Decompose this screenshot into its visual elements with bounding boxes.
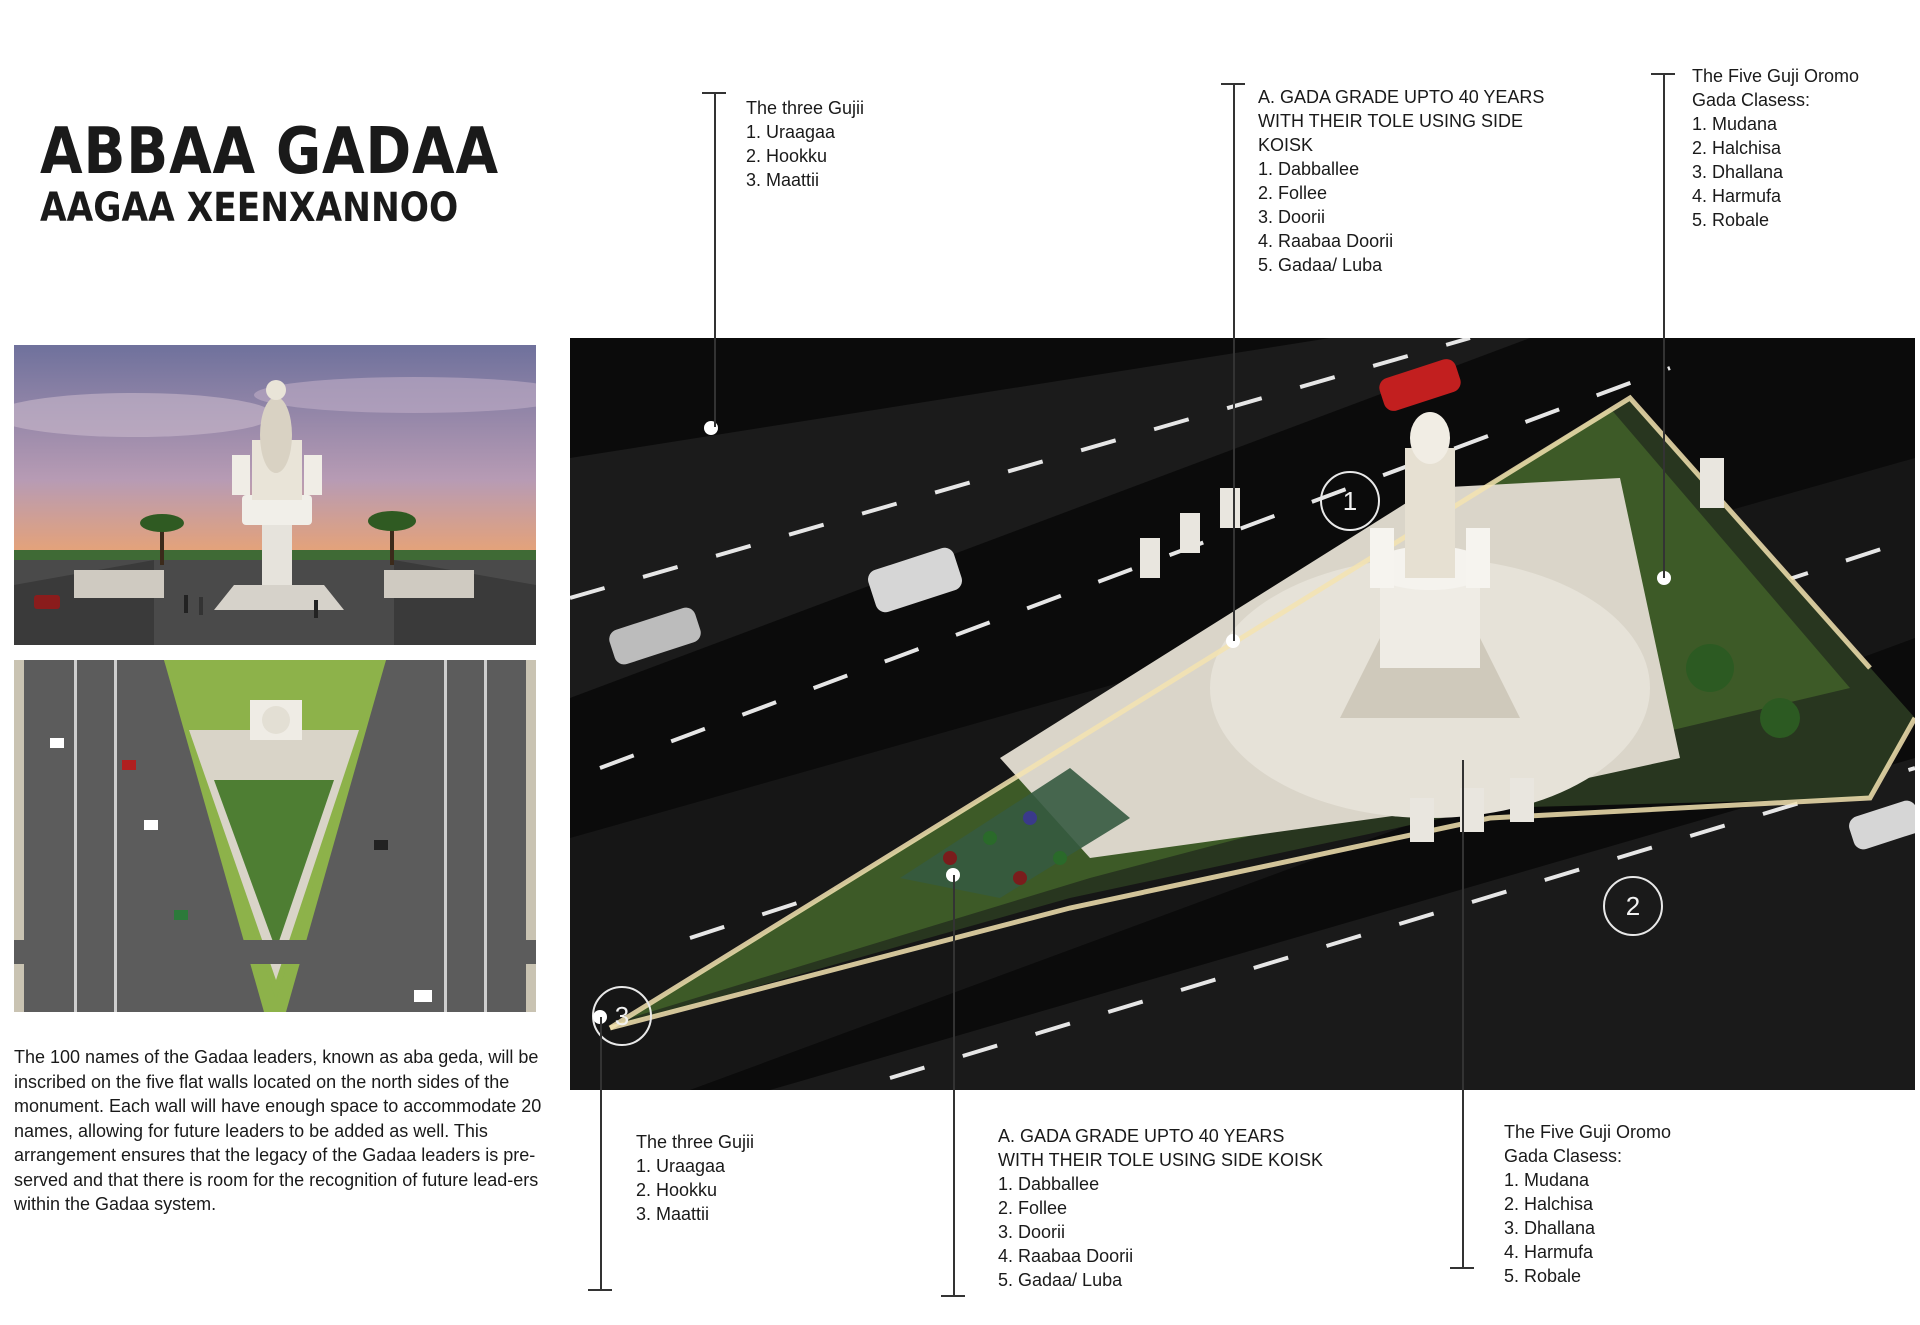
callout-item: 2. Hookku xyxy=(636,1180,718,1200)
perspective-render-illustration xyxy=(14,345,536,645)
leader-tick-classes-top xyxy=(1651,73,1675,75)
callout-classes-bottom xyxy=(1504,1120,1671,1288)
leader-line-gujii-bottom xyxy=(600,1017,602,1289)
marker-2: 2 xyxy=(1603,876,1663,936)
callout-item: 3. Maattii xyxy=(636,1204,710,1224)
leader-tick-classes-bottom xyxy=(1450,1267,1474,1269)
leader-tick-grade-bottom xyxy=(941,1295,965,1297)
callout-item: 3. Dhallana xyxy=(1504,1218,1596,1238)
callout-grade-bottom xyxy=(998,1124,1323,1292)
callout-heading: WITH THEIR TOLE USING SIDE KOISK xyxy=(998,1150,1324,1170)
callout-grade-top xyxy=(1258,85,1544,277)
callout-item: 5. Robale xyxy=(1692,210,1770,230)
marker-3: 3 xyxy=(592,986,652,1046)
callout-heading: The three Gujii xyxy=(746,98,865,118)
callout-item: 5. Gadaa/ Luba xyxy=(1258,255,1383,275)
leader-line-grade-top xyxy=(1233,83,1235,641)
callout-item: 4. Harmufa xyxy=(1504,1242,1594,1262)
callout-item: 2. Halchisa xyxy=(1692,138,1782,158)
top-view-render xyxy=(14,660,536,1012)
marker-1: 1 xyxy=(1320,471,1380,531)
callout-item: 3. Dhallana xyxy=(1692,162,1784,182)
callout-item: 2. Follee xyxy=(1258,183,1328,203)
callout-gujii-top xyxy=(746,96,864,192)
top-view-render-illustration xyxy=(14,660,536,1012)
description-paragraph: The 100 names of the Gadaa leaders, known as aba geda, will be inscribed on the five flat walls located on the north sides of the monument. Each wall will have enough space to accommodate 20 names, allowing for future leaders to be added as well. This arrangement ensures that the legacy of the Gadaa leaders is pre-served and that there is room for the recognition of future lead-ers within the Gadaa system. xyxy=(14,1047,542,1214)
callout-item: 5. Gadaa/ Luba xyxy=(998,1270,1123,1290)
callout-heading: WITH THEIR TOLE USING SIDE xyxy=(1258,111,1524,131)
callout-item: 5. Robale xyxy=(1504,1266,1582,1286)
callout-classes-top xyxy=(1692,64,1859,232)
callout-heading: The Five Guji Oromo xyxy=(1692,66,1860,86)
callout-item: 2. Follee xyxy=(998,1198,1068,1218)
leader-line-classes-top xyxy=(1663,73,1665,578)
leader-line-classes-bottom xyxy=(1462,760,1464,1267)
night-aerial-illustration xyxy=(570,338,1915,1090)
leader-tick-gujii-bottom xyxy=(588,1289,612,1291)
callout-item: 4. Raabaa Doorii xyxy=(998,1246,1134,1266)
page-subtitle: AAGAA XEENXANNOO xyxy=(40,185,459,231)
callout-item: 3. Doorii xyxy=(1258,207,1326,227)
callout-gujii-bottom xyxy=(636,1130,754,1226)
callout-heading: KOISK xyxy=(1258,135,1314,155)
night-aerial-render xyxy=(570,338,1915,1090)
callout-item: 3. Doorii xyxy=(998,1222,1066,1242)
callout-dot-gujii-top xyxy=(704,421,718,435)
leader-tick-grade-top xyxy=(1221,83,1245,85)
leader-tick-gujii-top xyxy=(702,92,726,94)
callout-item: 3. Maattii xyxy=(746,170,820,190)
callout-item: 1. Dabballee xyxy=(998,1174,1100,1194)
callout-heading: A. GADA GRADE UPTO 40 YEARS xyxy=(998,1126,1285,1146)
callout-heading: Gada Clasess: xyxy=(1692,90,1811,110)
callout-item: 1. Uraagaa xyxy=(636,1156,726,1176)
callout-item: 2. Hookku xyxy=(746,146,828,166)
callout-heading: The Five Guji Oromo xyxy=(1504,1122,1672,1142)
callout-heading: Gada Clasess: xyxy=(1504,1146,1623,1166)
callout-heading: The three Gujii xyxy=(636,1132,755,1152)
callout-item: 1. Mudana xyxy=(1692,114,1778,134)
callout-item: 1. Uraagaa xyxy=(746,122,836,142)
leader-line-grade-bottom xyxy=(953,875,955,1295)
callout-item: 1. Mudana xyxy=(1504,1170,1590,1190)
callout-item: 2. Halchisa xyxy=(1504,1194,1594,1214)
page-title: ABBAA GADAA xyxy=(40,115,499,189)
callout-item: 1. Dabballee xyxy=(1258,159,1360,179)
callout-heading: A. GADA GRADE UPTO 40 YEARS xyxy=(1258,87,1545,107)
callout-item: 4. Harmufa xyxy=(1692,186,1782,206)
leader-line-gujii-top xyxy=(714,92,716,427)
callout-item: 4. Raabaa Doorii xyxy=(1258,231,1394,251)
perspective-render xyxy=(14,345,536,645)
